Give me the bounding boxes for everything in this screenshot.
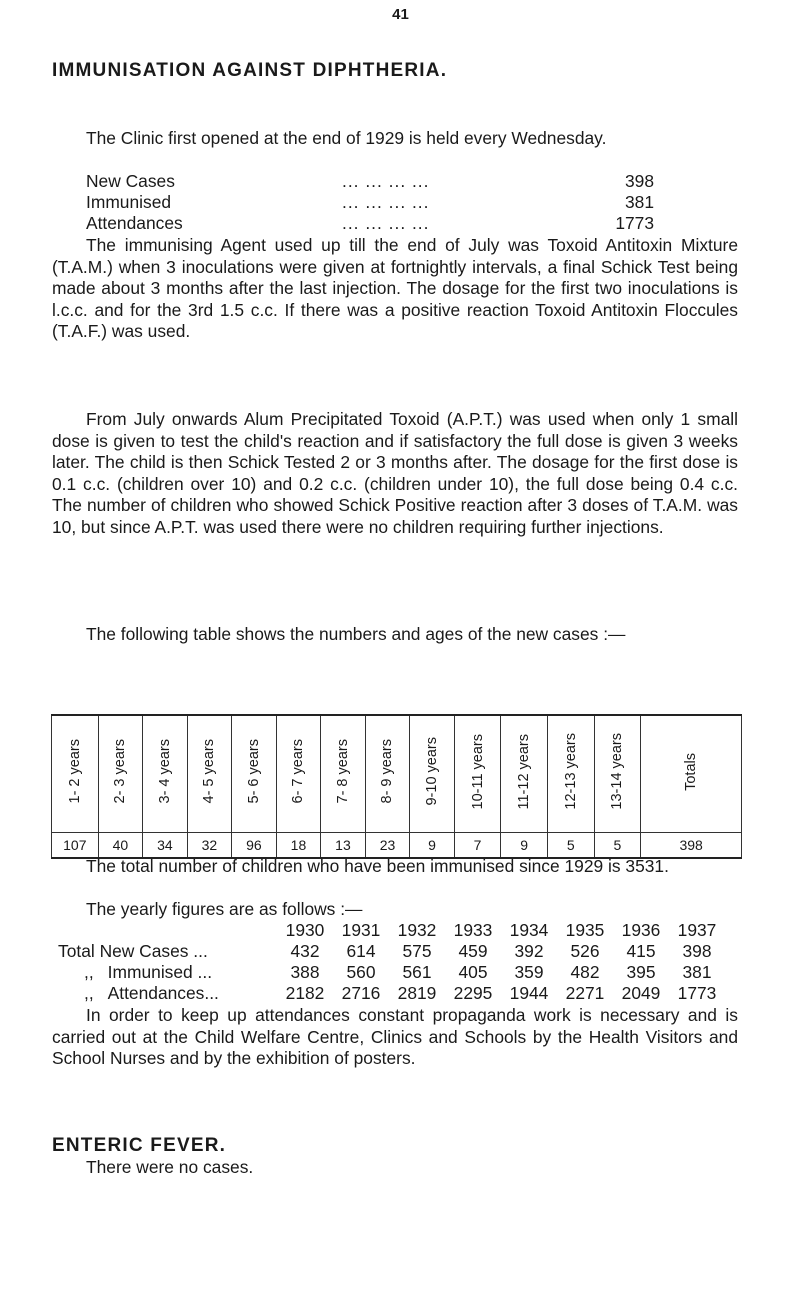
stat-leader-dots: ... ... ... ...: [342, 171, 430, 191]
yearly-intro-paragraph: The yearly figures are as follows :—: [86, 899, 363, 919]
yearly-value: 392: [514, 941, 544, 961]
stat-value: 398: [624, 171, 654, 191]
page-number: 41: [392, 6, 409, 23]
age-header-label: 1- 2 years: [66, 739, 83, 804]
ditto-mark: ,,: [84, 962, 94, 982]
age-value-cell: 18: [276, 833, 321, 859]
yearly-value: 526: [570, 941, 600, 961]
age-value-cell: 23: [365, 833, 410, 859]
stat-leader-dots: ... ... ... ...: [342, 192, 430, 212]
yearly-value: 381: [682, 962, 712, 982]
intro-paragraph: The Clinic first opened at the end of 1929 is held every Wednesday.: [86, 128, 607, 148]
yearly-value: 560: [346, 962, 376, 982]
age-header-cell: [321, 715, 366, 833]
age-table-header-row: [52, 715, 742, 833]
yearly-value: 2182: [285, 983, 325, 1003]
age-header-label: 5- 6 years: [245, 739, 262, 804]
age-header-cell: [52, 715, 99, 833]
yearly-value: 415: [626, 941, 656, 961]
age-header-cell: [501, 715, 548, 833]
age-value-cell: 32: [187, 833, 232, 859]
yearly-row-label-group: [84, 983, 219, 1004]
yearly-value: 482: [570, 962, 600, 982]
age-header-label: 10-11 years: [469, 733, 486, 810]
yearly-row-label: Total New Cases ...: [58, 941, 208, 961]
stat-label: Attendances: [86, 213, 183, 233]
age-value-cell: 34: [143, 833, 188, 859]
yearly-row-immunised: [58, 962, 748, 983]
yearly-row-label-group: [84, 962, 212, 983]
yearly-value: 459: [458, 941, 488, 961]
age-value-cell: 5: [594, 833, 641, 859]
age-header-cell: [365, 715, 410, 833]
age-header-cell: [232, 715, 277, 833]
age-value-cell: 40: [98, 833, 143, 859]
yearly-value: 2049: [621, 983, 661, 1003]
stat-value: 1773: [615, 213, 654, 233]
yearly-row-label: Attendances...: [107, 983, 219, 1003]
age-header-label: 6- 7 years: [290, 739, 307, 804]
totals-value-cell: 398: [641, 833, 742, 859]
yearly-row-label: Immunised ...: [107, 962, 213, 982]
year-label: 1934: [509, 920, 549, 940]
age-header-cell: [98, 715, 143, 833]
section-title-enteric-fever: ENTERIC FEVER.: [52, 1135, 227, 1156]
yearly-value: 2271: [565, 983, 605, 1003]
age-value-cell: 7: [454, 833, 501, 859]
age-value-cell: 13: [321, 833, 366, 859]
year-label: 1931: [341, 920, 381, 940]
year-label: 1932: [397, 920, 437, 940]
ditto-mark: ,,: [84, 983, 94, 1003]
yearly-value: 359: [514, 962, 544, 982]
yearly-value: 2716: [341, 983, 381, 1003]
age-value-cell: 9: [410, 833, 455, 859]
age-value-cell: 9: [501, 833, 548, 859]
yearly-row-new-cases: [58, 941, 748, 962]
totals-header-cell: [641, 715, 742, 833]
yearly-value: 398: [682, 941, 712, 961]
yearly-figures: [58, 920, 748, 1004]
yearly-value: 2819: [397, 983, 437, 1003]
year-label: 1936: [621, 920, 661, 940]
stat-leader-dots: ... ... ... ...: [342, 213, 430, 233]
age-header-cell: [548, 715, 595, 833]
stat-label: New Cases: [86, 171, 175, 191]
age-table-values-row: [52, 833, 742, 859]
age-header-label: 8- 9 years: [379, 739, 396, 804]
year-label: 1930: [285, 920, 325, 940]
yearly-value: 1773: [677, 983, 717, 1003]
year-label: 1933: [453, 920, 493, 940]
age-header-cell: [276, 715, 321, 833]
yearly-value: 561: [402, 962, 432, 982]
age-header-cell: [594, 715, 641, 833]
yearly-value: 395: [626, 962, 656, 982]
age-header-label: 9-10 years: [423, 737, 440, 806]
yearly-value: 575: [402, 941, 432, 961]
age-header-label: 11-12 years: [516, 733, 533, 810]
yearly-value: 405: [458, 962, 488, 982]
agent-paragraph: The immunising Agent used up till the end of July was Toxoid Antitoxin Mixture (T.A.M.) when 3 inoculations were given at fortnightly intervals, a final Schick Test being made about 3 months after the last injection. The dosage for the first two inoculations is l.c.c. and for the 3rd 1.5 c.c. If there was a positive reaction Toxoid Antitoxin Floccules (T.A.F.) was used.: [52, 235, 738, 341]
yearly-value: 388: [290, 962, 320, 982]
yearly-row-attendances: [58, 983, 748, 1004]
age-table: [51, 714, 742, 859]
yearly-years-row: [58, 920, 748, 941]
yearly-value: 614: [346, 941, 376, 961]
yearly-value: 2295: [453, 983, 493, 1003]
stat-value: 381: [624, 192, 654, 212]
age-header-label: 13-14 years: [609, 733, 626, 810]
age-value-cell: 5: [548, 833, 595, 859]
age-header-cell: [454, 715, 501, 833]
table-intro-paragraph: The following table shows the numbers and ages of the new cases :—: [86, 624, 626, 644]
year-label: 1935: [565, 920, 605, 940]
age-header-label: 7- 8 years: [334, 739, 351, 804]
propaganda-paragraph: In order to keep up attendances constant propaganda work is necessary and is carried out at the Child Welfare Centre, Clinics and Schools by the Health Visitors and School Nurses and by the exhibition of posters.: [52, 1005, 738, 1068]
age-header-cell: [410, 715, 455, 833]
enteric-fever-text: There were no cases.: [86, 1157, 254, 1177]
age-value-cell: 96: [232, 833, 277, 859]
year-label: 1937: [677, 920, 717, 940]
age-header-label: 4- 5 years: [201, 739, 218, 804]
age-value-cell: 107: [52, 833, 99, 859]
yearly-value: 432: [290, 941, 320, 961]
section-title-diphtheria: IMMUNISATION AGAINST DIPHTHERIA.: [52, 60, 448, 81]
apt-paragraph: From July onwards Alum Precipitated Toxoid (A.P.T.) was used when only 1 small dose is given to test the child's reaction and if satisfactory the full dose is given 3 weeks later. The child is then Schick Tested 2 or 3 months after. The dosage for the first dose is 0.1 c.c. (children over 10) and 0.2 c.c. (children under 10), the full dose being 0.4 c.c. The number of children who showed Schick Positive reaction after 3 doses of T.A.M. was 10, but since A.P.T. was used there were no children requiring further injections.: [52, 409, 738, 537]
totals-header-label: Totals: [683, 752, 700, 791]
age-header-cell: [143, 715, 188, 833]
total-immunised-paragraph: The total number of children who have been immunised since 1929 is 3531.: [86, 856, 669, 876]
age-header-label: 3- 4 years: [156, 739, 173, 804]
yearly-value: 1944: [509, 983, 549, 1003]
age-header-label: 12-13 years: [562, 733, 579, 810]
age-header-cell: [187, 715, 232, 833]
age-header-label: 2- 3 years: [112, 739, 129, 804]
stat-label: Immunised: [86, 192, 172, 212]
